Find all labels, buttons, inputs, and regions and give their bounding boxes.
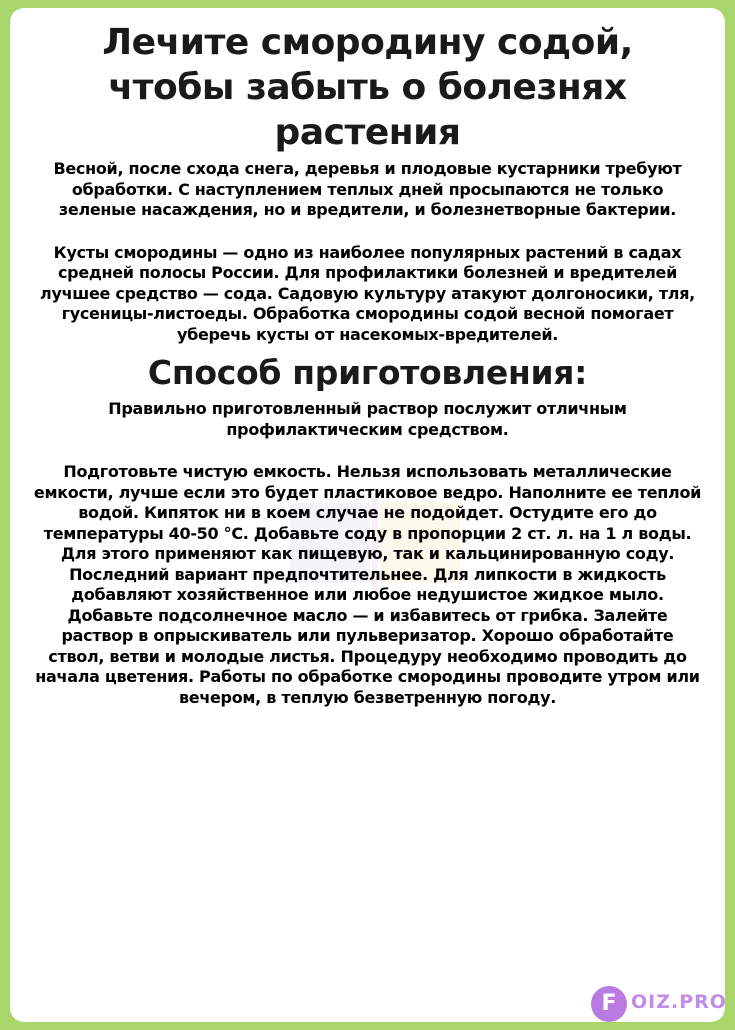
article bbox=[10, 20, 725, 708]
title-line-2: чтобы забыть о болезнях bbox=[108, 67, 627, 108]
title-line-1: Лечите смородину содой, bbox=[102, 22, 633, 63]
content-card bbox=[10, 8, 725, 1022]
method-paragraph-2: Подготовьте чистую емкость. Нельзя использовать металлические емкости, лучше если это будет пластиковое ведро. Наполните ее теплой водой. Кипяток ни в коем случае не подойдет. Остудите его до температуры 40-50 °C. Добавьте соду в пропорции 2 ст. л. на 1 л воды. Для этого применяют как пищевую, так и кальцинированную соду. Последний вариант предпочтительнее. Для липкости в жидкость добавляют хозяйственное или любое недушистое жидкое мыло. Добавьте подсолнечное масло — и избавитесь от грибка. Залейте раствор в опрыскиватель или пульверизатор. Хорошо обработайте ствол, ветви и молодые листья. Процедуру необходимо проводить до начала цветения. Работы по обработке смородины проводите утром или вечером, в теплую безветренную погоду. bbox=[33, 462, 702, 707]
intro-paragraph-1: Весной, после схода снега, деревья и плодовые кустарники требуют обработки. С наступлением теплых дней просыпаются не только зеленые насаждения, но и вредители, и болезнетворные бактерии. bbox=[53, 159, 682, 219]
method-paragraph-1: Правильно приготовленный раствор послужит отличным профилактическим средством. bbox=[108, 399, 627, 439]
intro-paragraph-2: Кусты смородины — одно из наиболее популярных растений в садах средней полосы России. Для профилактики болезней и вредителей лучшее средство — сода. Садовую культуру атакуют долгоносики, тля, гусеницы-листоеды. Обработка смородины содой весной помогает уберечь кусты от насекомых-вредителей. bbox=[40, 242, 695, 344]
article-title bbox=[10, 20, 725, 155]
site-logo[interactable] bbox=[591, 984, 731, 1024]
title-line-3: растения bbox=[274, 112, 461, 153]
section-heading: Способ приготовления: bbox=[147, 353, 588, 392]
logo-badge-icon: F bbox=[591, 986, 627, 1022]
logo-text: OIZ.PRO bbox=[631, 991, 727, 1013]
